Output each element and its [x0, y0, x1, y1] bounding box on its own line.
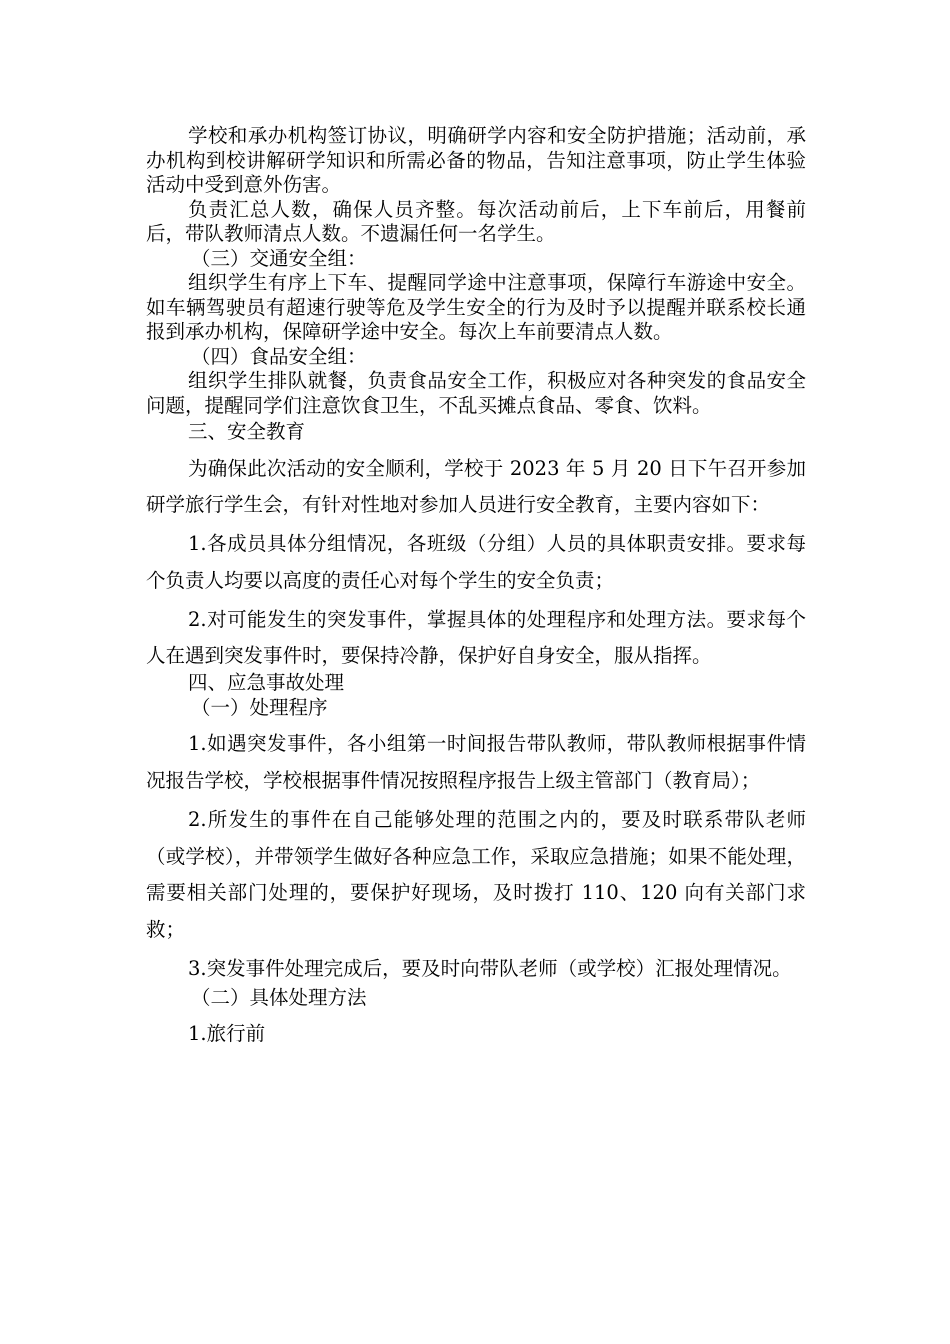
paragraph-traffic-safety: 组织学生有序上下车、提醒同学途中注意事项，保障行车游途中安全。如车辆驾驶员有超速行驶等危及学生安全的行为及时予以提醒并联系校长通报到承办机构，保障研学途中安全。每次上车前要清点人数。	[146, 271, 806, 343]
paragraph-before-travel: 1.旅行前	[188, 1022, 266, 1046]
paragraph-agreement: 学校和承办机构签订协议，明确研学内容和安全防护措施；活动前，承办机构到校讲解研学知识和所需必备的物品，告知注意事项，防止学生体验活动中受到意外伤害。	[146, 124, 806, 196]
paragraph-education-item-1: 1.各成员具体分组情况，各班级（分组）人员的具体职责安排。要求每个负责人均要以高度的责任心对每个学生的安全负责；	[146, 532, 806, 592]
paragraph-procedure-item-2: 2.所发生的事件在自己能够处理的范围之内的，要及时联系带队老师（或学校），并带领学生做好各种应急工作，采取应急措施；如果不能处理，需要相关部门处理的，要保护好现场，及时拨打 110、120 向有关部门求救；	[146, 807, 806, 942]
paragraph-procedure-item-1: 1.如遇突发事件，各小组第一时间报告带队教师，带队教师根据事件情况报告学校，学校根据事件情况按照程序报告上级主管部门（教育局）；	[146, 732, 806, 793]
document-body	[146, 124, 806, 1053]
heading-traffic-safety: （三）交通安全组：	[191, 246, 367, 270]
heading-specific-methods: （二）具体处理方法	[191, 985, 367, 1009]
paragraph-procedure-item-3: 3.突发事件处理完成后，要及时向带队老师（或学校）汇报处理情况。	[188, 957, 792, 981]
paragraph-food-safety: 组织学生排队就餐，负责食品安全工作，积极应对各种突发的食品安全问题，提醒同学们注意饮食卫生，不乱买摊点食品、零食、饮料。	[146, 369, 806, 417]
paragraph-education-item-2: 2.对可能发生的突发事件，掌握具体的处理程序和处理方法。要求每个人在遇到突发事件时，要保持冷静，保护好自身安全，服从指挥。	[146, 607, 806, 668]
section-heading-safety-education: 三、安全教育	[188, 420, 306, 443]
heading-food-safety: （四）食品安全组：	[191, 344, 367, 368]
paragraph-safety-education-intro: 为确保此次活动的安全顺利，学校于 2023 年 5 月 20 日下午召开参加研学旅行学生会，有针对性地对参加人员进行安全教育，主要内容如下：	[146, 456, 806, 517]
section-heading-emergency: 四、应急事故处理	[188, 671, 345, 695]
paragraph-headcount: 负责汇总人数，确保人员齐整。每次活动前后，上下车前后，用餐前后，带队教师清点人数。不遗漏任何一名学生。	[146, 197, 806, 245]
heading-procedure: （一）处理程序	[191, 695, 328, 719]
